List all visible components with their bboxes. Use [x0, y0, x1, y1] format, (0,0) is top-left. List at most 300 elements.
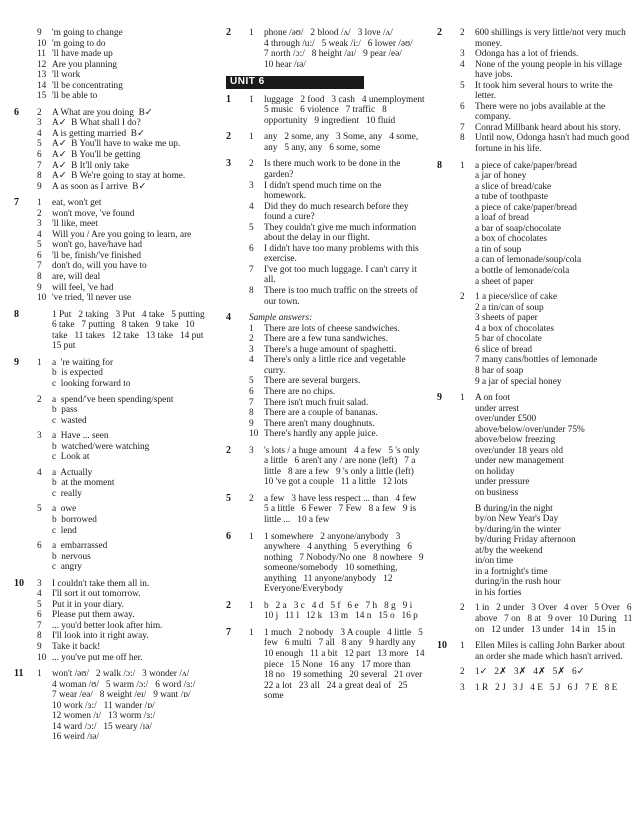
answer-text: under pressure [475, 477, 530, 488]
answer-text: 5 bar of chocolate [475, 334, 542, 345]
answer-text: in a fortnight's time [475, 566, 548, 577]
answer-text: c lend [52, 525, 77, 536]
answer-number: 6 [37, 541, 42, 552]
answer-text: under new management [475, 456, 564, 467]
answer-text: 'll like, meet [52, 219, 98, 230]
answer-text: any 2 some, any 3 Some, any 4 some, any 5 any, any 6 some, some [264, 132, 421, 153]
answer-text: I'll sort it out tomorrow. [52, 589, 141, 600]
answer-text: are, will deal [52, 272, 101, 283]
answer-text: eat, won't get [52, 198, 102, 209]
answer-text: c Look at [52, 452, 90, 463]
answer-text: 'll be able to [52, 91, 98, 102]
answer-text: b borrowed [52, 514, 97, 525]
answer-number: 3 [249, 445, 254, 456]
exercise-number: 2 [226, 27, 231, 38]
answer-line [460, 546, 633, 557]
answer-text: A What are you doing B✓ [52, 107, 153, 118]
exercise-number: 8 [437, 159, 442, 171]
answer-number: 2 [37, 394, 42, 405]
answer-line [249, 265, 425, 286]
answer-line [249, 94, 432, 127]
exercise-number: 7 [14, 197, 19, 209]
answer-number: 5 [37, 504, 42, 515]
answer-line [37, 722, 210, 733]
exercise-number: 4 [226, 312, 231, 324]
answer-text: luggage 2 food 3 cash 4 unemployment 5 music 6 violence 7 traffic 8 opportunity 9 ingredient 10 fluid [264, 94, 432, 126]
answer-number: 1 [37, 357, 42, 368]
answer-text: I'll look into it right away. [52, 631, 149, 642]
answer-text: 'm going to change [52, 28, 123, 38]
answer-number: 7 [249, 264, 254, 275]
answer-number: 3 [249, 180, 254, 191]
answer-text: There's hardly any apple juice. [264, 429, 378, 440]
answer-number: 1 [249, 600, 254, 611]
answer-text: phone /əʊ/ 2 blood /ʌ/ 3 love /ʌ/ [264, 28, 393, 38]
answer-line [460, 234, 633, 245]
answer-text: ... you've put me off her. [52, 652, 143, 663]
exercise-number: 3 [226, 158, 231, 170]
answer-line [460, 277, 633, 288]
answer-line [37, 468, 210, 479]
answer-line [249, 355, 425, 376]
answer-text: c wasted [52, 415, 87, 426]
exercise-block [226, 132, 425, 153]
exercise-number: 2 [226, 131, 231, 143]
answer-line [37, 680, 210, 691]
answer-line [37, 161, 210, 172]
exercise-number: 9 [14, 356, 19, 368]
answer-line [460, 683, 633, 694]
answer-number: 1 [37, 669, 42, 680]
answer-number: 6 [249, 386, 254, 397]
answer-text: 4 through /u:/ 5 weak /i:/ 6 lower /əʊ/ [264, 38, 413, 49]
answer-line [249, 202, 425, 223]
answer-line [37, 230, 210, 241]
answer-line [37, 171, 210, 182]
answer-text: a sheet of paper [475, 276, 534, 287]
answer-text: a 're waiting for [52, 357, 114, 368]
answer-line [460, 245, 633, 256]
exercise-number: 10 [14, 577, 24, 589]
answer-text: 6 slice of bread [475, 344, 533, 355]
answer-line [249, 601, 425, 622]
answer-text: 8 bar of soap [475, 365, 524, 376]
answer-number: 2 [460, 603, 465, 614]
answer-number: 8 [249, 286, 254, 297]
answer-line [37, 198, 210, 209]
answer-number: 6 [460, 101, 465, 112]
answer-line [249, 532, 425, 595]
answer-text: c really [52, 488, 82, 499]
answer-text: They couldn't give me much information about the delay in our flight. [264, 222, 419, 244]
answer-line [37, 272, 210, 283]
answer-text: a Have ... seen [52, 431, 109, 442]
answer-text: There's a huge amount of spaghetti. [264, 344, 397, 355]
answer-number: 8 [37, 171, 42, 182]
answer-line [37, 452, 210, 463]
exercise-block [14, 28, 210, 102]
answer-number: 7 [37, 160, 42, 171]
answer-text: 4 woman /ʊ/ 5 warm /ɔ:/ 6 word /ɜ:/ [52, 679, 196, 690]
answer-line [460, 366, 633, 377]
answer-text: b 2 a 3 c 4 d 5 f 6 e 7 h 8 g 9 i 10 j 11 l 12 k 13 m 14 n 15 o 16 p [264, 600, 420, 622]
answer-line [460, 603, 633, 635]
answer-line [460, 255, 633, 266]
answer-number: 14 [37, 80, 47, 91]
answer-number: 2 [37, 208, 42, 219]
answer-line [37, 642, 210, 653]
answer-text: under arrest [475, 403, 520, 414]
answer-text: ... you'd better look after him. [52, 620, 163, 631]
answer-text: 1 a piece/slice of cake [475, 292, 558, 303]
answer-text: a box of chocolates [475, 234, 548, 245]
answer-text: won't move, 've found [52, 208, 135, 219]
answer-text: on holiday [475, 466, 515, 477]
answer-line [249, 181, 425, 202]
answer-text: a piece of cake/paper/bread [475, 160, 577, 171]
answer-line [37, 579, 210, 590]
answer-line [37, 621, 210, 632]
answer-text: 7 wear /eə/ 8 weight /eɪ/ 9 want /ɒ/ [52, 690, 191, 701]
answer-number: 9 [37, 641, 42, 652]
answer-text: 'll be, finish/'ve finished [52, 250, 142, 261]
answer-number: 3 [460, 682, 465, 693]
answer-line [37, 70, 210, 81]
answer-text: 2 a tin/can of soup [475, 302, 544, 313]
answer-line [249, 132, 425, 153]
answer-text: c looking forward to [52, 378, 131, 389]
exercise-number: 5 [226, 492, 231, 504]
answer-line [37, 405, 210, 416]
answer-number: 4 [249, 201, 254, 212]
exercise-number: 9 [437, 392, 442, 404]
answer-number: 5 [37, 139, 42, 150]
answer-number: 1 [460, 393, 465, 404]
answer-text: 600 shillings is very little/not very much money. [475, 28, 629, 49]
answer-line [460, 577, 633, 588]
sample-answers-label: Sample answers: [249, 313, 313, 324]
answer-text: won't /əʊ/ 2 walk /ɔ:/ 3 wonder /ʌ/ [52, 669, 190, 680]
answer-text: Will you / Are you going to learn, are [52, 229, 192, 240]
exercise-block [14, 198, 210, 303]
exercise-number: 8 [14, 308, 19, 320]
answer-number: 7 [249, 397, 254, 408]
answer-text: above/below freezing [475, 435, 556, 446]
answer-text: Until now, Odonga hasn't had much good fortune in his life. [475, 133, 632, 155]
answer-text: Please put them away. [52, 610, 135, 621]
answer-text: Odonga has a lot of friends. [475, 49, 579, 60]
answer-number: 4 [37, 128, 42, 139]
answer-text: over/under 18 years old [475, 445, 564, 456]
answer-line [460, 292, 633, 303]
answer-text: in/on time [475, 556, 513, 567]
answer-line [37, 261, 210, 272]
answer-line [249, 398, 425, 409]
answer-line [37, 251, 210, 262]
exercise-number: 2 [226, 444, 231, 456]
answer-line [37, 442, 210, 453]
exercise-block [437, 393, 633, 635]
answer-line [37, 701, 210, 712]
answer-line [460, 425, 633, 436]
answer-text: a bottle of lemonade/cola [475, 266, 570, 277]
answer-text: 1 Put 2 taking 3 Put 4 take 5 putting 6 take 7 putting 8 taken 9 take 10 take 11 takes 12 take 13 take 14 put 15 put [52, 309, 212, 352]
answer-line [249, 223, 425, 244]
answer-line [37, 600, 210, 611]
answer-line [37, 478, 210, 489]
answer-text: b at the moment [52, 478, 115, 489]
answer-line [460, 213, 633, 224]
answer-text: 7 north /ɔ:/ 8 height /aɪ/ 9 pear /eə/ [264, 49, 402, 60]
answer-line [460, 345, 633, 356]
answer-line [37, 81, 210, 92]
answer-line [460, 467, 633, 478]
answer-text: There is too much traffic on the streets of our town. [264, 286, 421, 307]
answer-number: 4 [460, 59, 465, 70]
column-left [14, 28, 210, 749]
answer-text: won't go, have/have had [52, 240, 142, 251]
answer-line [460, 203, 633, 214]
answer-text: A is getting married B✓ [52, 128, 145, 139]
answer-number: 8 [249, 408, 254, 419]
answer-line [37, 562, 210, 573]
answer-number: 1 [249, 627, 254, 638]
answer-line [460, 393, 633, 404]
answer-text: b nervous [52, 551, 91, 562]
answer-line [37, 293, 210, 304]
answer-number: 11 [37, 49, 46, 60]
answer-text: 1✓ 2✗ 3✗ 4✗ 5✗ 6✓ [475, 667, 585, 678]
answer-number: 10 [37, 38, 47, 49]
answer-text: 7 many cans/bottles of lemonade [475, 355, 598, 366]
answer-line [249, 159, 425, 180]
answer-line [249, 345, 425, 356]
exercise-block [226, 532, 425, 595]
answer-text: on business [475, 487, 519, 498]
answer-line [460, 313, 633, 324]
answer-line [460, 641, 633, 662]
answer-number: 4 [37, 467, 42, 478]
answer-line [249, 627, 430, 702]
answer-text: 've tried, 'll never use [52, 293, 131, 304]
answer-number: 5 [37, 599, 42, 610]
answer-text: will feel, 've had [52, 282, 114, 293]
answer-line [460, 377, 633, 388]
answer-text: A on foot [475, 393, 511, 404]
answer-line [460, 182, 633, 193]
answer-line [460, 334, 633, 345]
answer-line [37, 28, 210, 39]
exercise-block [226, 93, 432, 127]
answer-text: c angry [52, 562, 82, 573]
answer-line [37, 182, 210, 193]
answer-line [460, 28, 633, 49]
answer-text: Are you planning [52, 59, 118, 70]
answer-line [460, 488, 633, 499]
exercise-block [437, 28, 633, 155]
answer-line [37, 150, 210, 161]
answer-line [37, 379, 210, 390]
answer-line [460, 435, 633, 446]
answer-number: 10 [37, 293, 47, 304]
answer-text: I didn't spend much time on the homework. [264, 180, 384, 202]
answer-line [460, 171, 633, 182]
answer-number: 1 [460, 641, 465, 652]
answer-line [460, 60, 633, 81]
exercise-number: 11 [14, 668, 24, 680]
answer-text: B during/in the night [475, 503, 553, 514]
answer-text: 'm going to do [52, 38, 106, 49]
answer-text: There's only a little rice and vegetable curry. [264, 355, 408, 376]
answer-line [249, 429, 425, 440]
answer-text: 10 hear /ɪə/ [264, 59, 306, 70]
answer-text: 3 sheets of paper [475, 313, 538, 324]
answer-text: a slice of bread/cake [475, 181, 552, 192]
answer-line [249, 39, 425, 50]
answer-text: I didn't have too many problems with this exercise. [264, 243, 422, 265]
answer-line [460, 303, 633, 314]
answer-line [460, 525, 633, 536]
answer-number: 6 [37, 150, 42, 161]
answer-text: a owe [52, 504, 77, 515]
answer-text: a few 3 have less respect ... than 4 few 5 a little 6 Fewer 7 Few 8 a few 9 is little ... 10 a few [264, 493, 424, 525]
answer-line [37, 60, 210, 71]
answer-line [37, 711, 210, 722]
answer-text: There are several burgers. [264, 376, 361, 387]
exercise-number: 10 [437, 640, 447, 652]
answer-number: 9 [249, 418, 254, 429]
answer-line [37, 283, 210, 294]
answer-number: 2 [249, 334, 254, 345]
answer-line [460, 446, 633, 457]
answer-text: 1 much 2 nobody 3 A couple 4 little 5 few 6 multi 7 all 8 any 9 hardly any 10 enough 11 a bit 12 part 13 more 14 piece 15 None 16 any 17 more than 18 no 19 something 20 several 21 over 22 a lot 23 all 24 a great deal of 25 some [264, 627, 430, 702]
answer-number: 2 [249, 159, 254, 170]
answer-line [460, 102, 633, 123]
answer-line [37, 669, 210, 680]
answer-number: 1 [249, 531, 254, 542]
answer-number: 1 [37, 198, 42, 209]
answer-line [460, 133, 633, 154]
answer-line [249, 494, 425, 526]
exercise-block [14, 108, 210, 192]
answer-number: 9 [37, 181, 42, 192]
answer-line [37, 310, 210, 352]
answer-text: 'll be concentrating [52, 80, 123, 91]
answer-text: a embarrassed [52, 541, 108, 552]
answer-text: 'll work [52, 70, 81, 81]
answer-text: 's lots / a huge amount 4 a few 5 's only a little 6 aren't any / are none (left) 7 a little 8 are a few 9 's only a little (left) 10 've got a couple 11 a little 12 lots [264, 445, 422, 488]
answer-line [460, 504, 633, 515]
answer-line [37, 368, 210, 379]
answer-line [249, 49, 425, 60]
answer-number: 13 [37, 70, 47, 81]
answer-line [460, 404, 633, 415]
answer-line [37, 209, 210, 220]
exercise-number: 6 [226, 530, 231, 542]
answer-text: Take it back! [52, 641, 101, 652]
answer-line [460, 456, 633, 467]
answer-text: a Actually [52, 467, 93, 478]
answer-number: 3 [37, 219, 42, 230]
column-right [437, 28, 633, 699]
answer-text: 1 somewhere 2 anyone/anybody 3 anywhere 4 anything 5 everything 6 nothing 7 Nobody/No one 8 nowhere 9 someone/somebody 10 something, anything 11 anyone/anybody 12 Everyone/Everybody [264, 531, 426, 595]
answer-line [249, 408, 425, 419]
answer-number: 6 [249, 243, 254, 254]
exercise-number: 1 [226, 93, 231, 105]
exercise-number: 6 [14, 106, 19, 118]
exercise-block [226, 159, 425, 307]
answer-number: 12 [37, 59, 47, 70]
answer-line [37, 219, 210, 230]
answer-text: by/during Friday afternoon [475, 535, 576, 546]
answer-line [460, 49, 633, 60]
answer-line [460, 81, 633, 102]
answer-number: 5 [249, 376, 254, 387]
answer-number: 6 [37, 610, 42, 621]
answer-number: 7 [460, 122, 465, 133]
answer-line [37, 118, 210, 129]
answer-line [460, 123, 633, 134]
answer-number: 9 [37, 28, 42, 38]
answer-number: 5 [460, 80, 465, 91]
answer-number: 3 [249, 344, 254, 355]
answer-number: 2 [460, 667, 465, 678]
answer-text: None of the young people in his village have jobs. [475, 59, 625, 81]
answer-number: 6 [37, 250, 42, 261]
answer-text: 16 weird /ɪə/ [52, 732, 99, 743]
answer-line [37, 631, 210, 642]
answer-text: a spend/'ve been spending/spent [52, 394, 174, 405]
answer-line [37, 39, 210, 50]
answer-text: It took him several hours to write the letter. [475, 80, 615, 102]
answer-line [37, 489, 210, 500]
answer-line [37, 690, 210, 701]
answer-text: There aren't many doughnuts. [264, 418, 375, 429]
answer-number: 7 [37, 620, 42, 631]
answer-text: 10 work /ɜ:/ 11 wander /ɒ/ [52, 700, 155, 711]
answer-text: a piece of cake/paper/bread [475, 202, 577, 213]
answer-text: 'll have made up [52, 49, 113, 60]
exercise-block [437, 641, 633, 693]
answer-line [460, 535, 633, 546]
answer-line [37, 416, 210, 427]
answer-text: There are no chips. [264, 386, 336, 397]
answer-number: 2 [37, 107, 42, 118]
answer-number: 3 [37, 118, 42, 129]
answer-line [249, 376, 425, 387]
answer-text: above/below/over/under 75% [475, 424, 585, 435]
answer-line [37, 395, 210, 406]
answer-line [460, 414, 633, 425]
answer-number: 1 [249, 323, 254, 334]
answer-text: 1 in 2 under 3 Over 4 over 5 Over 6 above 7 on 8 at 9 over 10 During 11 on 12 under 13 under 14 in 15 in [475, 603, 635, 635]
answer-text: 12 women /ɪ/ 13 worm /ɜ:/ [52, 711, 156, 722]
answer-line [460, 324, 633, 335]
exercise-number: 2 [437, 27, 442, 38]
exercise-block [14, 669, 210, 743]
answer-text: A✓ B You'll be getting [52, 150, 141, 161]
column-middle [226, 27, 432, 708]
answer-line [37, 589, 210, 600]
answer-text: I've got too much luggage. I can't carry it all. [264, 264, 420, 286]
answer-line [37, 240, 210, 251]
answer-number: 10 [249, 429, 259, 440]
answer-line [460, 355, 633, 366]
answer-line [37, 541, 210, 552]
answer-number: 8 [37, 272, 42, 283]
exercise-number: 7 [226, 626, 231, 638]
answer-number: 1 [249, 94, 254, 105]
